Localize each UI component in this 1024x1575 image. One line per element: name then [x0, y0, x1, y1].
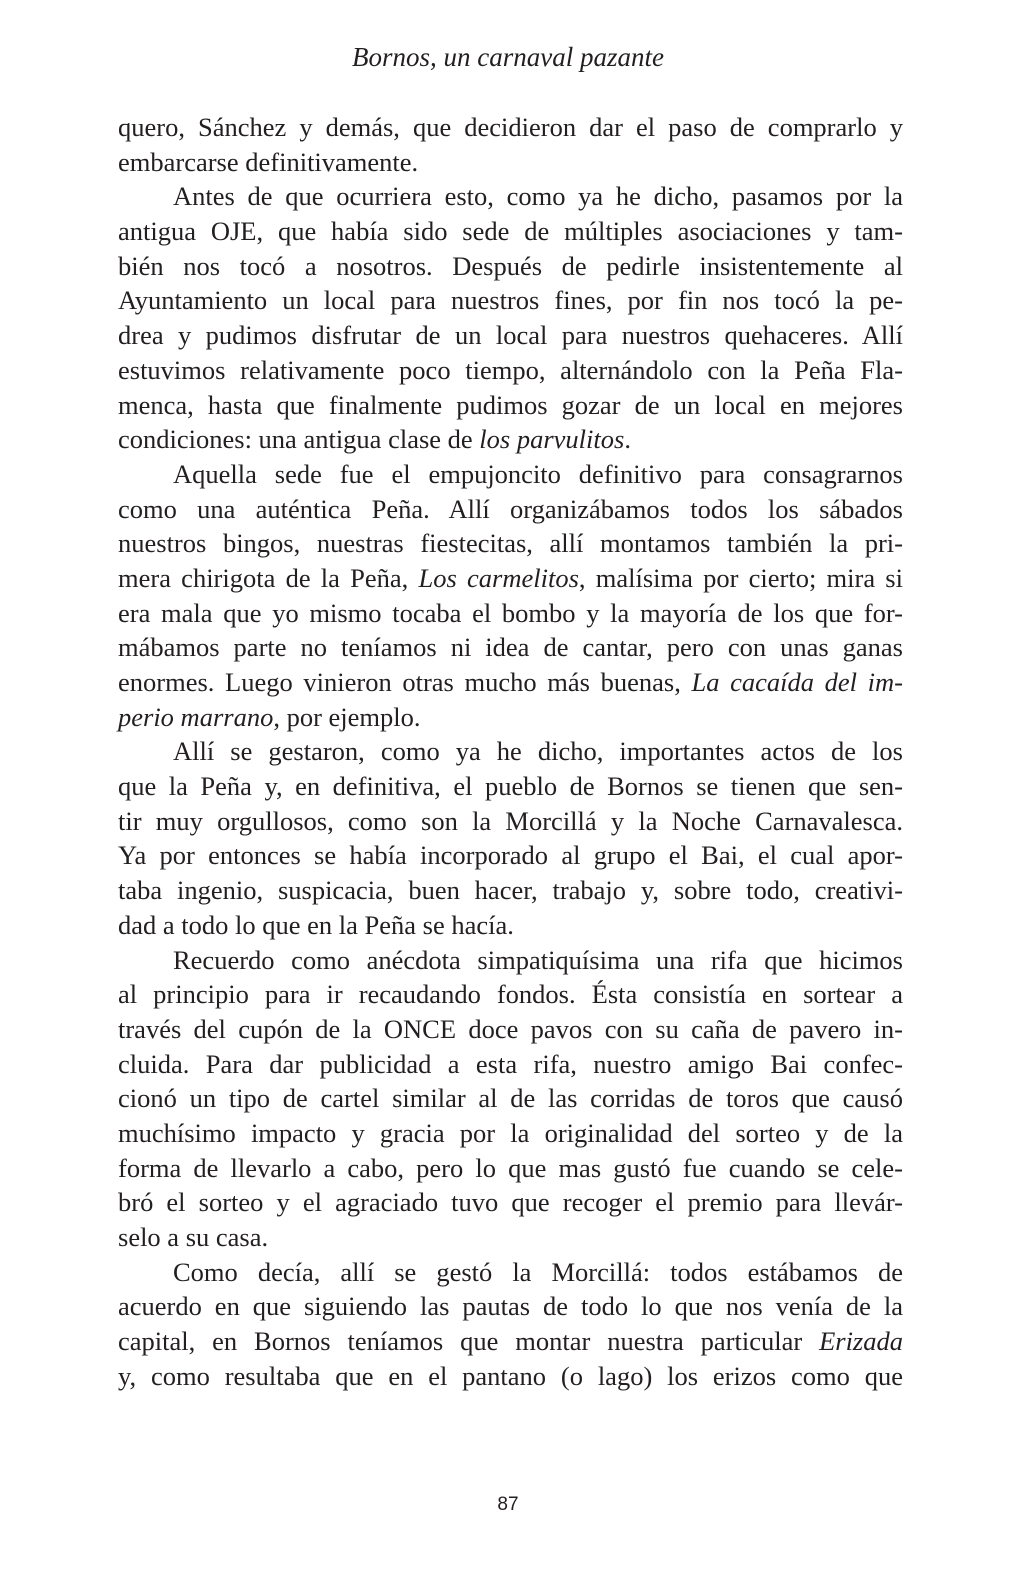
text-line [118, 526, 903, 561]
text-line [118, 665, 903, 700]
text-span: embarcarse definitivamente. [118, 146, 419, 177]
text-span: muchísimo impacto y gracia por la originalidad del sorteo y de la [118, 1117, 903, 1148]
text-line [118, 769, 903, 804]
text-line [118, 804, 903, 839]
text-line [118, 1081, 903, 1116]
text-line [118, 1012, 903, 1047]
text-line [118, 873, 903, 908]
text-line [118, 145, 903, 180]
text-line [118, 214, 903, 249]
text-span: través del cupón de la ONCE doce pavos con su caña de pavero in- [118, 1013, 903, 1044]
text-span: al principio para ir recaudando fondos. Ésta consistía en sortear a [118, 979, 903, 1010]
text-span: selo a su casa. [118, 1222, 269, 1252]
text-span: quero, Sánchez y demás, que decidieron dar el paso de comprarlo y [118, 112, 903, 142]
text-span: dad a todo lo que en la Peña se hacía. [118, 909, 514, 940]
text-line [118, 1255, 903, 1290]
italic-title-span: La cacaída del im- [691, 667, 903, 697]
page-number: 87 [497, 1494, 519, 1515]
text-span: como una auténtica Peña. Allí organizábamos todos los sábados [118, 493, 903, 524]
text-span: mera chirigota de la Peña, [118, 562, 419, 593]
text-line [118, 1220, 903, 1255]
text-span: era mala que yo mismo tocaba el bombo y la mayoría de los que for- [118, 597, 903, 628]
text-line [118, 422, 903, 457]
text-line [118, 1185, 903, 1220]
text-line [118, 596, 903, 631]
text-line [118, 630, 903, 665]
body-text [118, 110, 903, 1393]
text-span: taba ingenio, suspicacia, buen hacer, trabajo y, sobre todo, creativi- [118, 875, 903, 906]
text-span: nuestros bingos, nuestras fiestecitas, allí montamos también la pri- [118, 528, 903, 559]
text-line [118, 943, 903, 978]
text-line [118, 1116, 903, 1151]
text-line [118, 561, 903, 596]
text-span: tir muy orgullosos, como son la Morcillá y la Noche Carnavalesca. [118, 805, 903, 836]
text-line [118, 1359, 903, 1394]
text-line [118, 353, 903, 388]
text-line [118, 1324, 903, 1359]
text-span: mábamos parte no teníamos ni idea de cantar, pero con unas ganas [118, 632, 903, 663]
text-span: , malísima por cierto; mira si [578, 562, 903, 593]
text-line [118, 283, 903, 318]
text-line [118, 249, 903, 284]
text-span: capital, en Bornos teníamos que montar nuestra particular [118, 1326, 820, 1357]
text-span: bró el sorteo y el agraciado tuvo que recoger el premio para llevár- [118, 1187, 903, 1218]
text-span: Antes de que ocurriera esto, como ya he dicho, pasamos por la [173, 181, 903, 212]
text-line [118, 457, 903, 492]
text-line [118, 734, 903, 769]
text-line [118, 1289, 903, 1324]
text-span: forma de llevarlo a cabo, pero lo que mas gustó fue cuando se cele- [118, 1152, 903, 1183]
text-span: , por ejemplo. [273, 701, 421, 732]
text-span: Ya por entonces se había incorporado al grupo el Bai, el cual apor- [118, 840, 903, 871]
text-span: y, como resultaba que en el pantano (o lago) los erizos como que [118, 1360, 903, 1391]
text-span: cluida. Para dar publicidad a esta rifa, nuestro amigo Bai confec- [118, 1048, 903, 1079]
text-span: menca, hasta que finalmente pudimos gozar de un local en mejores [118, 389, 903, 420]
text-line [118, 1151, 903, 1186]
text-span: drea y pudimos disfrutar de un local para nuestros quehaceres. Allí [118, 320, 903, 351]
text-line [118, 110, 903, 145]
text-span: Ayuntamiento un local para nuestros fines, por fin nos tocó la pe- [118, 285, 903, 316]
text-span: Como decía, allí se gestó la Morcillá: todos estábamos de [173, 1256, 903, 1287]
text-span: Aquella sede fue el empujoncito definitivo para consagrarnos [173, 458, 903, 489]
text-span: estuvimos relativamente poco tiempo, alternándolo con la Peña Fla- [118, 354, 903, 385]
text-span: acuerdo en que siguiendo las pautas de todo lo que nos venía de la [118, 1291, 903, 1322]
text-span: condiciones: una antigua clase de [118, 424, 480, 455]
text-span: . [624, 424, 631, 455]
text-span: enormes. Luego vinieron otras mucho más buenas, [118, 667, 692, 697]
italic-title-span: los parvulitos [479, 424, 625, 455]
text-line [118, 1047, 903, 1082]
text-span: cionó un tipo de cartel similar al de las corridas de toros que causó [118, 1083, 903, 1114]
text-line [118, 388, 903, 423]
text-line [118, 700, 903, 735]
text-line [118, 318, 903, 353]
text-line [118, 492, 903, 527]
text-line [118, 908, 903, 943]
italic-title-span: Los carmelitos [418, 562, 579, 593]
text-line [118, 977, 903, 1012]
text-span: antigua OJE, que había sido sede de múltiples asociaciones y tam- [118, 216, 903, 247]
text-span: bién nos tocó a nosotros. Después de pedirle insistentemente al [118, 250, 903, 281]
text-span: Recuerdo como anécdota simpatiquísima una rifa que hicimos [173, 944, 903, 975]
text-span: que la Peña y, en definitiva, el pueblo de Bornos se tienen que sen- [118, 771, 903, 802]
italic-title-span: Erizada [819, 1326, 903, 1357]
text-line [118, 179, 903, 214]
text-line [118, 838, 903, 873]
text-span: Allí se gestaron, como ya he dicho, importantes actos de los [173, 736, 903, 767]
italic-title-span: perio marrano [118, 701, 274, 732]
running-header: Bornos, un carnaval pazante [352, 42, 664, 72]
